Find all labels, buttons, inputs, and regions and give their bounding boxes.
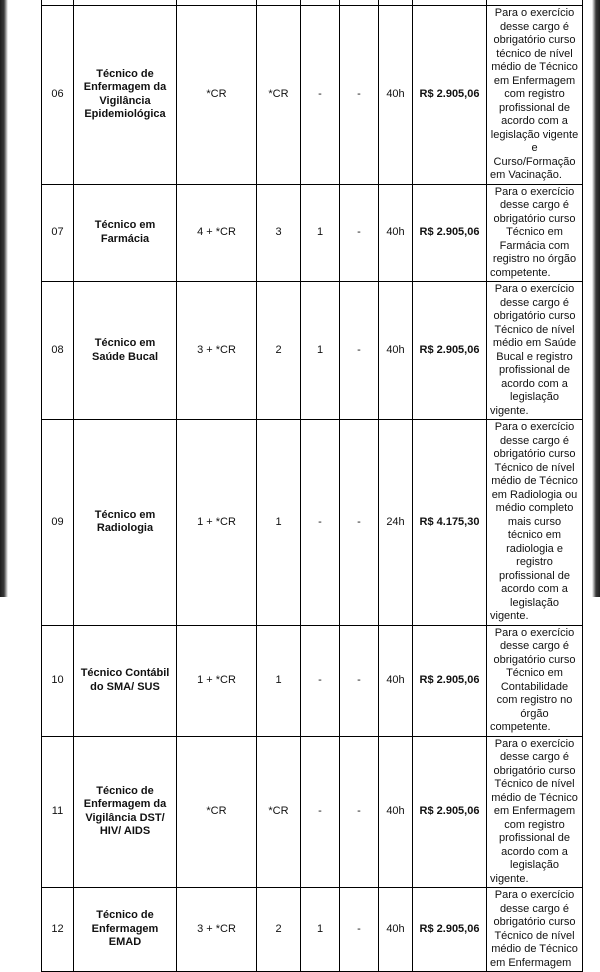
requirements (487, 736, 583, 888)
job-title-line: Técnico em (94, 219, 156, 232)
row-number: 11 (42, 736, 74, 888)
vacancies-general: 1 (257, 420, 301, 626)
vacancies-pcd: - (301, 736, 340, 888)
workload: 40h (379, 282, 413, 420)
vacancies-pcd: - (301, 420, 340, 626)
job-title (74, 736, 177, 888)
job-title (74, 6, 177, 185)
job-title (74, 184, 177, 282)
requirements-text: Para o exercício desse cargo é obrigatório curso Técnico em Farmácia com registro no órgão competente. (490, 185, 577, 279)
vacancies-general: 2 (257, 888, 301, 972)
salary: R$ 2.905,06 (413, 625, 487, 736)
vacancies-pcd: 1 (301, 282, 340, 420)
job-title-line: Técnico de (96, 67, 154, 80)
page-left-shadow (0, 0, 8, 597)
row-number: 12 (42, 888, 74, 972)
job-title-line: Técnico em (94, 337, 156, 349)
vacancies-general: 1 (257, 625, 301, 736)
salary: R$ 2.905,06 (413, 282, 487, 420)
vacancies-total: 4 + *CR (177, 184, 257, 282)
job-title-line: Técnico de (96, 909, 154, 922)
vacancies-other: - (340, 282, 379, 420)
vacancies-pcd: 1 (301, 184, 340, 282)
job-title-line: Enfermagem da (83, 798, 167, 811)
vacancies-total: 3 + *CR (177, 888, 257, 972)
table-row (42, 888, 583, 972)
requirements (487, 282, 583, 420)
requirements (487, 625, 583, 736)
vacancies-table (41, 0, 583, 972)
workload: 40h (379, 888, 413, 972)
job-title (74, 888, 177, 972)
job-title-line: Enfermagem da (83, 81, 167, 94)
requirements-text: Para o exercício desse cargo é obrigatório curso Técnico de nível médio de Técnico em Radiologia ou médio completo mais curso técnico em radiologia e registro profissional de acordo com a legislação vigente. (490, 421, 578, 622)
requirements-text: Para o exercício desse cargo é obrigatório curso Técnico de nível médio de Técnico em Enfermagem com registro profissional de acordo com a legislação vigente. (490, 737, 578, 885)
job-title-line: EMAD (108, 936, 142, 949)
vacancies-pcd: 1 (301, 888, 340, 972)
job-title-line: Técnico em (94, 508, 156, 521)
vacancies-pcd: - (301, 6, 340, 185)
job-title (74, 625, 177, 736)
workload: 40h (379, 6, 413, 185)
salary: R$ 2.905,06 (413, 888, 487, 972)
job-title-line: do SMA/ SUS (90, 680, 160, 693)
job-title (74, 282, 177, 420)
requirements-text: Para o exercício desse cargo é obrigatório curso Técnico em Contabilidade com registro no órgão competente. (490, 626, 576, 733)
job-title-line: Enfermagem (91, 922, 159, 935)
table-row (42, 282, 583, 420)
row-number: 07 (42, 184, 74, 282)
requirements-text: Para o exercício desse cargo é obrigatório curso Técnico de nível médio em Saúde Bucal e registro profissional de acordo com a legislação vigente. (490, 283, 577, 417)
row-number: 09 (42, 420, 74, 626)
vacancies-other: - (340, 184, 379, 282)
document-page (8, 0, 592, 969)
workload: 40h (379, 184, 413, 282)
table-row (42, 6, 583, 185)
workload: 40h (379, 736, 413, 888)
job-title (74, 420, 177, 626)
job-title-line: Vigilância DST/ (85, 811, 165, 824)
row-number: 08 (42, 282, 74, 420)
salary: R$ 4.175,30 (413, 420, 487, 626)
vacancies-total: 1 + *CR (177, 625, 257, 736)
vacancies-other: - (340, 888, 379, 972)
vacancies-general: *CR (257, 6, 301, 185)
page-right-shadow (592, 0, 600, 597)
vacancies-general: 2 (257, 282, 301, 420)
requirements (487, 184, 583, 282)
job-title-line: Saúde Bucal (91, 350, 159, 363)
requirements-text: Para o exercício desse cargo é obrigatório curso técnico de nível médio de Técnico em Enfermagem com registro profissional de acordo com a legislação vigente e Curso/Formação em Vacinação. (490, 7, 579, 181)
job-title-line: Farmácia (100, 232, 150, 245)
job-title-line: Epidemiológica (84, 108, 166, 121)
table-row (42, 420, 583, 626)
salary: R$ 2.905,06 (413, 736, 487, 888)
row-number: 06 (42, 6, 74, 185)
table-row (42, 184, 583, 282)
vacancies-other: - (340, 736, 379, 888)
job-title-line: Técnico Contábil (80, 667, 170, 679)
job-title-line: Técnico de (96, 784, 154, 797)
requirements (487, 420, 583, 626)
vacancies-total: 1 + *CR (177, 420, 257, 626)
salary: R$ 2.905,06 (413, 184, 487, 282)
vacancies-total: *CR (177, 6, 257, 185)
job-title-line: Radiologia (96, 522, 154, 535)
vacancies-other: - (340, 6, 379, 185)
table-row (42, 736, 583, 888)
job-title-line: Vigilância (99, 94, 151, 107)
row-number: 10 (42, 625, 74, 736)
workload: 40h (379, 625, 413, 736)
vacancies-other: - (340, 625, 379, 736)
vacancies-other: - (340, 420, 379, 626)
vacancies-total: 3 + *CR (177, 282, 257, 420)
vacancies-pcd: - (301, 625, 340, 736)
vacancies-total: *CR (177, 736, 257, 888)
vacancies-general: 3 (257, 184, 301, 282)
requirements (487, 888, 583, 972)
requirements-text: Para o exercício desse cargo é obrigatório curso Técnico de nível médio de Técnico em Enfermagem (490, 889, 578, 969)
requirements (487, 6, 583, 185)
salary: R$ 2.905,06 (413, 6, 487, 185)
job-title-line: HIV/ AIDS (99, 825, 151, 838)
workload: 24h (379, 420, 413, 626)
table-row (42, 625, 583, 736)
vacancies-general: *CR (257, 736, 301, 888)
